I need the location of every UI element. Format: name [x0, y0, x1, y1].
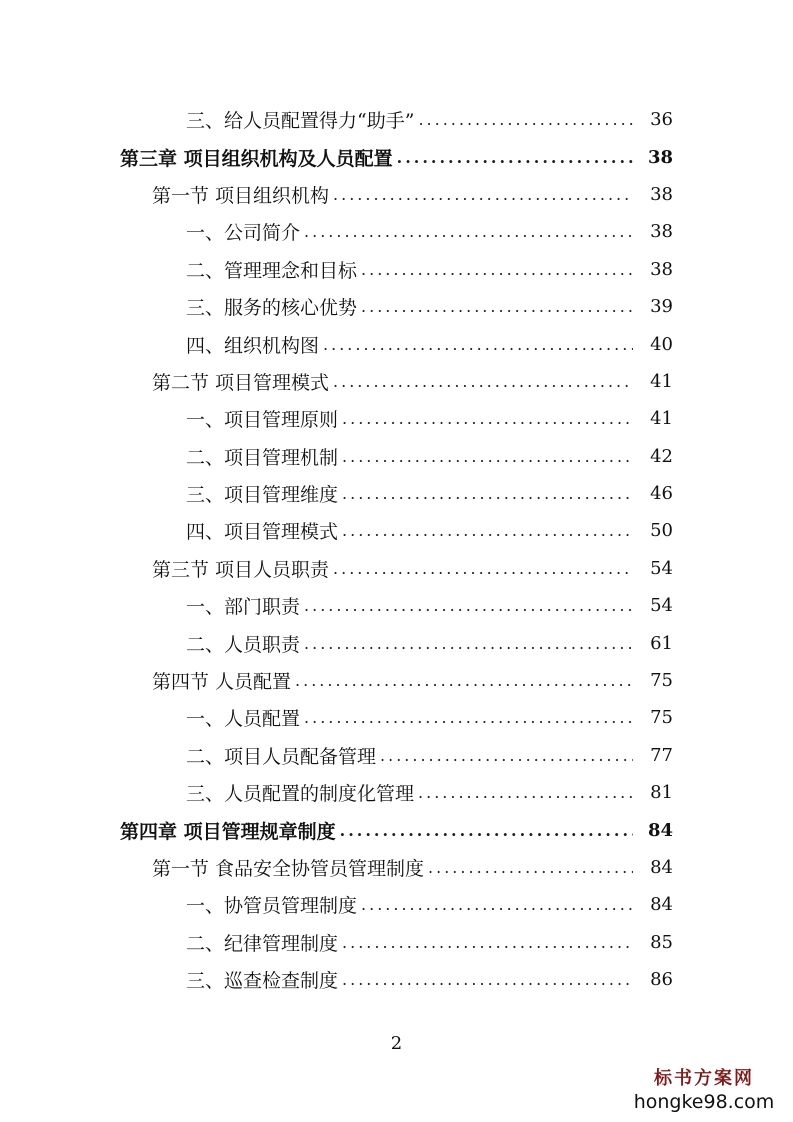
toc-entry-page: 54 [650, 557, 673, 579]
toc-section-entry[interactable] [0, 176, 793, 213]
toc-entry-page: 38 [650, 183, 673, 205]
toc-entry-title: 二、项目管理机制 [186, 446, 339, 469]
toc-dot-leader [304, 634, 633, 653]
toc-entry-title: 第一节 食品安全协管员管理制度 [152, 858, 425, 880]
toc-dot-leader [342, 933, 633, 952]
toc-item-entry[interactable] [0, 587, 793, 624]
toc-dot-leader [333, 185, 633, 204]
toc-entry-title: 第一节 项目组织机构 [152, 184, 330, 207]
toc-entry-page: 42 [650, 445, 673, 467]
toc-entry-title: 三、给人员配置得力“助手” [186, 110, 415, 133]
toc-entry-title: 二、项目人员配备管理 [186, 745, 377, 768]
toc-entry-page: 84 [650, 894, 673, 916]
toc-entry-page: 75 [650, 707, 673, 729]
toc-entry-page: 41 [650, 370, 673, 392]
toc-dot-leader [361, 895, 633, 914]
toc-entry-title: 第三节 项目人员职责 [152, 558, 330, 581]
page-number: 2 [390, 1033, 403, 1054]
toc-dot-leader [342, 970, 633, 989]
toc-item-entry[interactable] [0, 512, 793, 549]
toc-dot-leader [340, 821, 633, 840]
toc-item-entry[interactable] [0, 288, 793, 325]
toc-entry-page: 38 [650, 258, 673, 280]
toc-item-entry[interactable] [0, 961, 793, 998]
toc-section-entry[interactable] [0, 550, 793, 587]
toc-item-entry[interactable] [0, 101, 793, 138]
toc-entry-page: 77 [650, 744, 673, 766]
toc-dot-leader [342, 484, 633, 503]
watermark-logo [629, 1068, 779, 1114]
toc-item-entry[interactable] [0, 213, 793, 250]
toc-item-entry[interactable] [0, 624, 793, 661]
toc-entry-title: 一、项目管理原则 [186, 409, 339, 432]
toc-chapter-entry[interactable] [0, 811, 793, 848]
toc-entry-title: 第四节 人员配置 [152, 671, 292, 694]
toc-item-entry[interactable] [0, 438, 793, 475]
toc-dot-leader [342, 447, 633, 466]
toc-entry-page: 40 [650, 333, 673, 355]
toc-entry-page: 84 [647, 819, 673, 841]
toc-entry-page: 61 [650, 632, 673, 654]
toc-entry-title: 一、部门职责 [186, 596, 301, 619]
toc-item-entry[interactable] [0, 924, 793, 961]
toc-entry-page: 81 [650, 782, 673, 804]
toc-entry-title: 一、协管员管理制度 [186, 895, 358, 918]
toc-entry-title: 三、服务的核心优势 [186, 297, 358, 320]
toc-entry-page: 38 [650, 221, 673, 243]
toc-chapter-entry[interactable] [0, 138, 793, 175]
toc-entry-title: 二、纪律管理制度 [186, 932, 339, 955]
toc-dot-leader [361, 260, 633, 279]
toc-dot-leader [304, 596, 633, 615]
toc-entry-title: 二、人员职责 [186, 633, 301, 656]
toc-dot-leader [295, 671, 633, 690]
toc-entry-page: 85 [650, 931, 673, 953]
toc-entry-title: 二、管理理念和目标 [186, 259, 358, 282]
toc-dot-leader [342, 409, 633, 428]
toc-entry-title: 四、项目管理模式 [186, 521, 339, 544]
toc-item-entry[interactable] [0, 737, 793, 774]
toc-entry-title: 四、组织机构图 [186, 334, 320, 357]
toc-section-entry[interactable] [0, 363, 793, 400]
toc-item-entry[interactable] [0, 699, 793, 736]
toc-dot-leader [342, 521, 633, 540]
toc-entry-title: 一、人员配置 [186, 708, 301, 731]
toc-dot-leader [304, 222, 633, 241]
toc-item-entry[interactable] [0, 475, 793, 512]
toc-item-entry[interactable] [0, 774, 793, 811]
toc-entry-page: 41 [650, 408, 673, 430]
toc-dot-leader [333, 559, 633, 578]
toc-entry-page: 86 [650, 969, 673, 991]
toc-entry-title: 第三章 项目组织机构及人员配置 [120, 147, 393, 170]
toc-item-entry[interactable] [0, 325, 793, 362]
toc-dot-leader [304, 708, 633, 727]
toc-entry-page: 39 [650, 296, 673, 318]
toc-section-entry[interactable] [0, 662, 793, 699]
toc-entry-title: 三、人员配置的制度化管理 [186, 783, 415, 806]
toc-entry-page: 75 [650, 670, 673, 692]
toc-dot-leader [380, 746, 633, 765]
toc-entry-page: 84 [650, 857, 673, 878]
toc-entry-title: 三、项目管理维度 [186, 484, 339, 507]
toc-dot-leader [333, 372, 633, 391]
watermark-cn-text: 标书方案网 [654, 1068, 754, 1089]
toc-entry-page: 36 [650, 109, 673, 131]
toc-entry-title: 第二节 项目管理模式 [152, 371, 330, 394]
toc-entry-page: 50 [650, 520, 673, 542]
toc-dot-leader [418, 110, 633, 129]
toc-entry-page: 54 [650, 595, 673, 617]
toc-entry-page: 46 [650, 483, 673, 505]
toc-entry-page: 38 [647, 146, 673, 168]
table-of-contents [0, 101, 793, 998]
toc-dot-leader [418, 783, 633, 802]
toc-item-entry[interactable] [0, 400, 793, 437]
toc-entry-title: 一、公司简介 [186, 222, 301, 245]
watermark-en-text: hongke98.com [633, 1091, 775, 1113]
toc-entry-title: 第四章 项目管理规章制度 [120, 820, 336, 843]
toc-dot-leader [428, 858, 633, 877]
toc-section-entry[interactable] [0, 849, 793, 886]
toc-item-entry[interactable] [0, 886, 793, 923]
toc-dot-leader [397, 148, 633, 167]
toc-dot-leader [361, 297, 633, 316]
toc-item-entry[interactable] [0, 251, 793, 288]
toc-entry-title: 三、巡查检查制度 [186, 970, 339, 993]
toc-dot-leader [323, 335, 633, 354]
